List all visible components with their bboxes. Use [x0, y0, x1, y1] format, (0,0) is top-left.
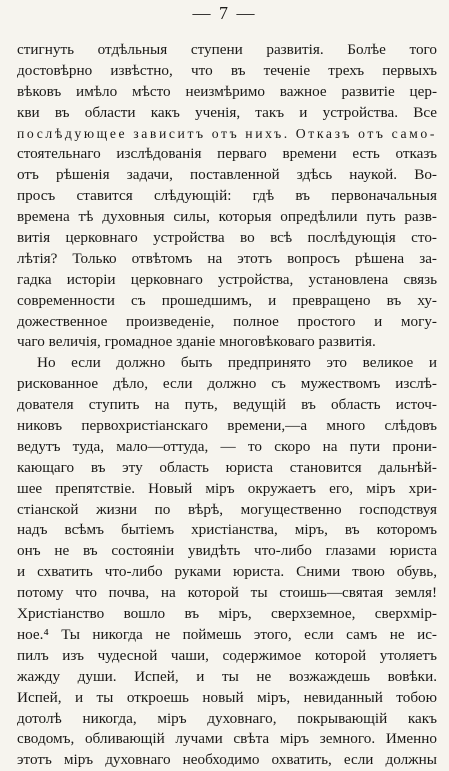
text-line: витія церковнаго устройства во всѣ послѣдующія сто- [17, 229, 437, 247]
text-line: дователя ступить на путь, ведущій въ область источ- [17, 396, 437, 414]
text-line: и схватить что-либо руками юриста. Сними твою обувь, [17, 563, 437, 581]
text-line: надъ всѣмъ бытіемъ христіанства, міръ, въ которомъ [17, 521, 437, 539]
text-line: ное.⁴ Ты никогда не поймешь этого, если самъ не ис- [17, 625, 437, 643]
text-line: современности съ прошедшимъ, и превращено въ ху- [17, 291, 437, 309]
text-line: кви въ области какъ ученія, такъ и устройства. Все [17, 103, 437, 121]
text-line: чаго величія, громадное зданіе многовѣковаго развитія. [17, 333, 376, 351]
text-line: этотъ міръ духовнаго необходимо охватить, если должны [17, 751, 437, 769]
text-line: достовѣрно извѣстно, что въ теченіе трехъ первыхъ [17, 61, 437, 79]
text-line: сводомъ, обливающій лучами свѣта міръ земного. Именно [17, 730, 437, 748]
text-line: шее препятствіе. Новый міръ окружаетъ его, міръ хри- [17, 479, 437, 497]
body-text [17, 40, 437, 771]
text-line: онъ не въ состояніи увидѣть что-либо глазами юриста [17, 542, 437, 560]
text-line: рискованное дѣло, если должно съ мужествомъ изслѣ- [17, 375, 437, 393]
text-line: никовъ первохристіанскаго времени,—а много слѣдовъ [17, 417, 437, 435]
text-line: стіанской жизни по вѣрѣ, могущественно господствуя [17, 500, 437, 518]
text-line: ведутъ туда, мало—оттуда, — то скоро на пути прони- [17, 437, 437, 455]
text-line: жажду души. Испей, и ты не возжаждешь вовѣки. [17, 667, 437, 685]
text-line: отъ рѣшенія задачи, поставленной здѣсь наукой. Во- [17, 166, 437, 184]
text-line: стоятельнаго изслѣдованія перваго времени есть отказъ [17, 145, 437, 163]
text-line: пилъ изъ чудесной чаши, содержимое которой утоляетъ [17, 646, 437, 664]
text-line: времена тѣ духовныя силы, которыя опредѣлили путь разв- [17, 208, 437, 226]
text-line: дотолѣ никогда, міръ духовнаго, покрывающій какъ [17, 709, 437, 727]
text-line: вѣковъ имѣло мѣсто неизмѣримо важное развитіе цер- [17, 82, 437, 100]
text-line: гадка исторіи церковнаго устройства, установлена связь [17, 270, 437, 288]
text-line: послѣдующее зависитъ отъ нихъ. Отказъ отъ само- [17, 125, 437, 141]
text-line: стигнуть отдѣльныя ступени развитія. Болѣе того [17, 41, 437, 58]
text-line: Испей, и ты откроешь новый міръ, невиданный тобою [17, 688, 437, 706]
text-line: Христіанство вошло въ міръ, сверхземное, сверхмір- [17, 605, 437, 623]
text-line: просъ ставится слѣдующій: гдѣ въ первоначальныя [17, 187, 437, 205]
text-line: потому что почва, на которой ты стоишь—святая земля! [17, 584, 437, 602]
text-line: кающаго въ эту область юриста становится дальнѣй- [17, 458, 437, 476]
page-number: — 7 — [192, 3, 257, 23]
text-line: Но если должно быть предпринято это великое и [37, 354, 437, 372]
text-line: лѣтія? Только отвѣтомъ на этотъ вопросъ рѣшена за- [17, 249, 437, 267]
text-line: дожественное произведеніе, полное простого и могу- [17, 312, 437, 330]
